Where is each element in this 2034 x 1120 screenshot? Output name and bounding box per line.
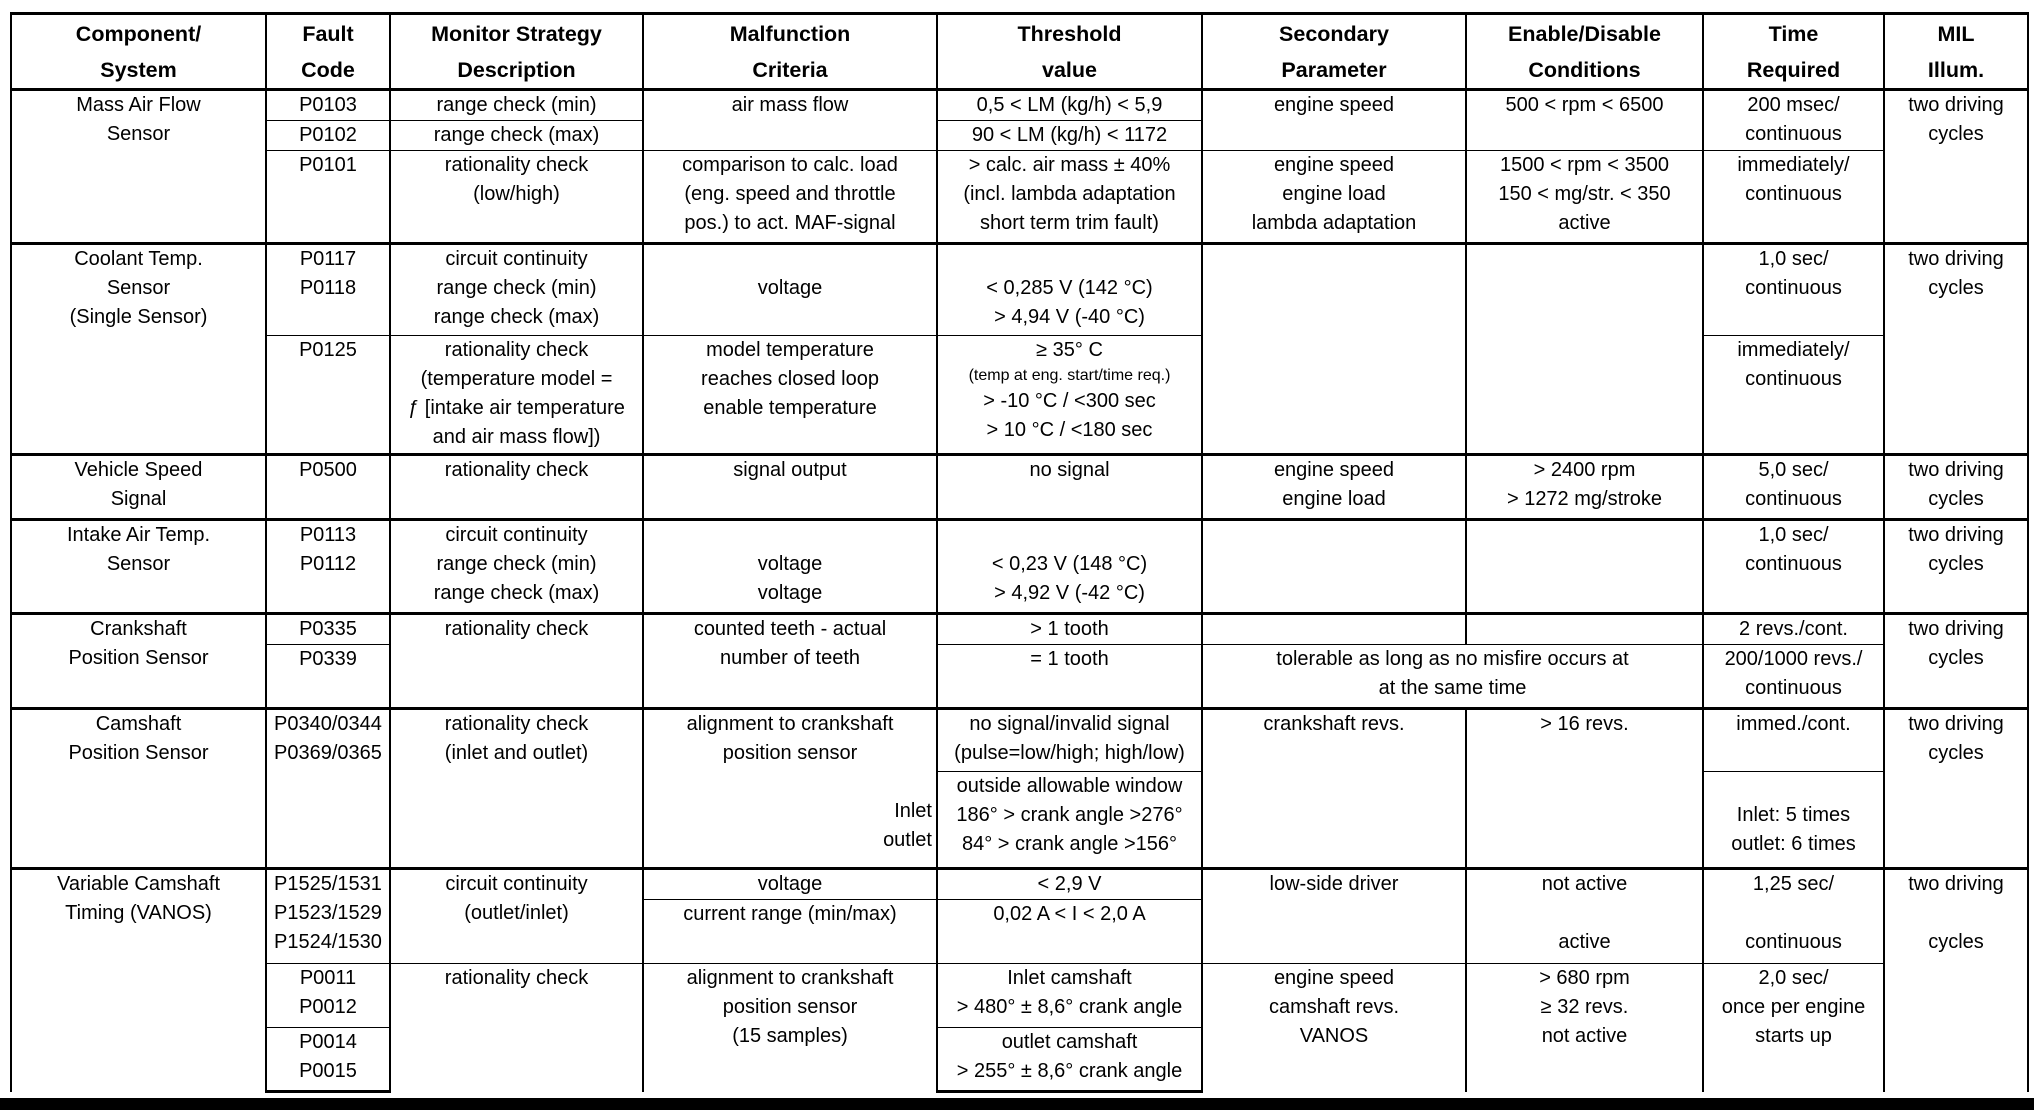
time-required: 1,0 sec/ continuous: [1703, 244, 1884, 336]
header-fault-code: Fault Code: [266, 14, 390, 90]
criteria: model temperature reaches closed loop enable temperature: [643, 336, 937, 455]
threshold: > calc. air mass ± 40% (incl. lambda adaptation short term trim fault): [937, 151, 1202, 244]
threshold: 0,02 A < I < 2,0 A: [937, 900, 1202, 964]
strategy: range check (min): [390, 90, 643, 121]
criteria: alignment to crankshaft position sensor (15 samples): [643, 964, 937, 1092]
time-required: 2 revs./cont.: [1703, 614, 1884, 645]
enable-conditions: > 2400 rpm > 1272 mg/stroke: [1466, 455, 1703, 520]
enable-conditions: [1466, 244, 1703, 455]
header-mil: MIL Illum.: [1884, 14, 2028, 90]
secondary-parameter: engine speed camshaft revs. VANOS: [1202, 964, 1466, 1092]
enable-conditions: 1500 < rpm < 3500 150 < mg/str. < 350 active: [1466, 151, 1703, 244]
misfire-note: tolerable as long as no misfire occurs at at the same time: [1202, 645, 1703, 709]
table-row: [11, 455, 2028, 520]
enable-conditions: 500 < rpm < 6500: [1466, 90, 1703, 151]
mil-illumination: two driving cycles: [1884, 709, 2028, 869]
strategy: range check (max): [390, 121, 643, 151]
threshold: < 0,23 V (148 °C) > 4,92 V (-42 °C): [937, 520, 1202, 614]
table-row: [11, 869, 2028, 900]
table-row: [11, 964, 2028, 1028]
time-required: Inlet: 5 times outlet: 6 times: [1703, 772, 1884, 869]
header-malfunction-criteria: Malfunction Criteria: [643, 14, 937, 90]
header-secondary-parameter: Secondary Parameter: [1202, 14, 1466, 90]
fault-code: P0339: [266, 645, 390, 709]
secondary-parameter: engine speed engine load: [1202, 455, 1466, 520]
component-maf: Mass Air Flow Sensor: [11, 90, 266, 244]
criteria: voltage voltage: [643, 520, 937, 614]
mil-illumination: two driving cycles: [1884, 520, 2028, 614]
strategy: rationality check: [390, 614, 643, 709]
component-camshaft: Camshaft Position Sensor: [11, 709, 266, 869]
strategy: rationality check: [390, 455, 643, 520]
time-required: 5,0 sec/ continuous: [1703, 455, 1884, 520]
component-vanos: Variable Camshaft Timing (VANOS): [11, 869, 266, 1092]
criteria: voltage: [643, 869, 937, 900]
fault-code: P0101: [266, 151, 390, 244]
criteria: air mass flow: [643, 90, 937, 151]
criteria: current range (min/max): [643, 900, 937, 964]
table-row: [11, 709, 2028, 772]
threshold: ≥ 35° C (temp at eng. start/time req.) > -10 °C / <300 sec > 10 °C / <180 sec: [937, 336, 1202, 455]
time-required: immed./cont.: [1703, 709, 1884, 772]
table-row: [11, 336, 2028, 455]
table-row: [11, 151, 2028, 244]
secondary-parameter: [1202, 520, 1466, 614]
criteria: signal output: [643, 455, 937, 520]
criteria: comparison to calc. load (eng. speed and throttle pos.) to act. MAF-signal: [643, 151, 937, 244]
fault-code: P0340/0344 P0369/0365: [266, 709, 390, 869]
header-monitor-strategy: Monitor Strategy Description: [390, 14, 643, 90]
mil-illumination: two driving cycles: [1884, 90, 2028, 244]
header-threshold: Threshold value: [937, 14, 1202, 90]
threshold: 90 < LM (kg/h) < 1172: [937, 121, 1202, 151]
strategy: rationality check (inlet and outlet): [390, 709, 643, 869]
table-row: [11, 90, 2028, 121]
fault-code: P0102: [266, 121, 390, 151]
mil-illumination: two driving cycles: [1884, 244, 2028, 455]
secondary-parameter: engine speed: [1202, 90, 1466, 151]
threshold: no signal: [937, 455, 1202, 520]
criteria: alignment to crankshaft position sensor Inlet outlet: [643, 709, 937, 869]
header-time-required: Time Required: [1703, 14, 1884, 90]
strategy: rationality check (temperature model = ƒ [intake air temperature and air mass flow]): [390, 336, 643, 455]
time-required: 2,0 sec/ once per engine starts up: [1703, 964, 1884, 1092]
obd-monitor-table: [10, 12, 2029, 1093]
criteria: counted teeth - actual number of teeth: [643, 614, 937, 709]
strategy: circuit continuity (outlet/inlet): [390, 869, 643, 964]
fault-code: P0335: [266, 614, 390, 645]
table-row: [11, 614, 2028, 645]
enable-conditions: [1466, 614, 1703, 645]
page-bottom-rule: [0, 1098, 2034, 1110]
secondary-parameter: low-side driver: [1202, 869, 1466, 964]
mil-illumination: two driving cycles: [1884, 869, 2028, 1092]
fault-code: P0500: [266, 455, 390, 520]
mil-illumination: two driving cycles: [1884, 455, 2028, 520]
fault-code: P0103: [266, 90, 390, 121]
time-required: immediately/ continuous: [1703, 336, 1884, 455]
mil-illumination: two driving cycles: [1884, 614, 2028, 709]
threshold: outside allowable window 186° > crank angle >276° 84° > crank angle >156°: [937, 772, 1202, 869]
threshold: outlet camshaft > 255° ± 8,6° crank angle: [937, 1028, 1202, 1092]
table-row: [11, 244, 2028, 336]
time-required: 1,0 sec/ continuous: [1703, 520, 1884, 614]
table-row: [11, 520, 2028, 614]
component-coolant-temp: Coolant Temp. Sensor (Single Sensor): [11, 244, 266, 455]
threshold: 0,5 < LM (kg/h) < 5,9: [937, 90, 1202, 121]
time-required: 1,25 sec/ continuous: [1703, 869, 1884, 964]
fault-code: P0117 P0118: [266, 244, 390, 336]
secondary-parameter: engine speed engine load lambda adaptation: [1202, 151, 1466, 244]
threshold: < 2,9 V: [937, 869, 1202, 900]
threshold: Inlet camshaft > 480° ± 8,6° crank angle: [937, 964, 1202, 1028]
table-header-row: [11, 14, 2028, 90]
fault-code: P0014 P0015: [266, 1028, 390, 1092]
enable-conditions: not active active: [1466, 869, 1703, 964]
secondary-parameter: [1202, 614, 1466, 645]
criteria: voltage: [643, 244, 937, 336]
fault-code: P0113 P0112: [266, 520, 390, 614]
time-required: 200/1000 revs./ continuous: [1703, 645, 1884, 709]
threshold: < 0,285 V (142 °C) > 4,94 V (-40 °C): [937, 244, 1202, 336]
fault-code: P0125: [266, 336, 390, 455]
fault-code: P0011 P0012: [266, 964, 390, 1028]
time-required: 200 msec/ continuous: [1703, 90, 1884, 151]
threshold: > 1 tooth: [937, 614, 1202, 645]
threshold: = 1 tooth: [937, 645, 1202, 709]
strategy: rationality check (low/high): [390, 151, 643, 244]
strategy: circuit continuity range check (min) range check (max): [390, 520, 643, 614]
enable-conditions: [1466, 520, 1703, 614]
component-intake-air-temp: Intake Air Temp. Sensor: [11, 520, 266, 614]
component-vehicle-speed: Vehicle Speed Signal: [11, 455, 266, 520]
threshold: no signal/invalid signal (pulse=low/high; high/low): [937, 709, 1202, 772]
time-required: immediately/ continuous: [1703, 151, 1884, 244]
enable-conditions: > 680 rpm ≥ 32 revs. not active: [1466, 964, 1703, 1092]
secondary-parameter: crankshaft revs.: [1202, 709, 1466, 869]
secondary-parameter: [1202, 244, 1466, 455]
strategy: rationality check: [390, 964, 643, 1092]
table-row: [11, 645, 2028, 709]
header-component: Component/ System: [11, 14, 266, 90]
fault-code: P1525/1531 P1523/1529 P1524/1530: [266, 869, 390, 964]
enable-conditions: > 16 revs.: [1466, 709, 1703, 869]
strategy: circuit continuity range check (min) range check (max): [390, 244, 643, 336]
header-enable-conditions: Enable/Disable Conditions: [1466, 14, 1703, 90]
component-crankshaft: Crankshaft Position Sensor: [11, 614, 266, 709]
